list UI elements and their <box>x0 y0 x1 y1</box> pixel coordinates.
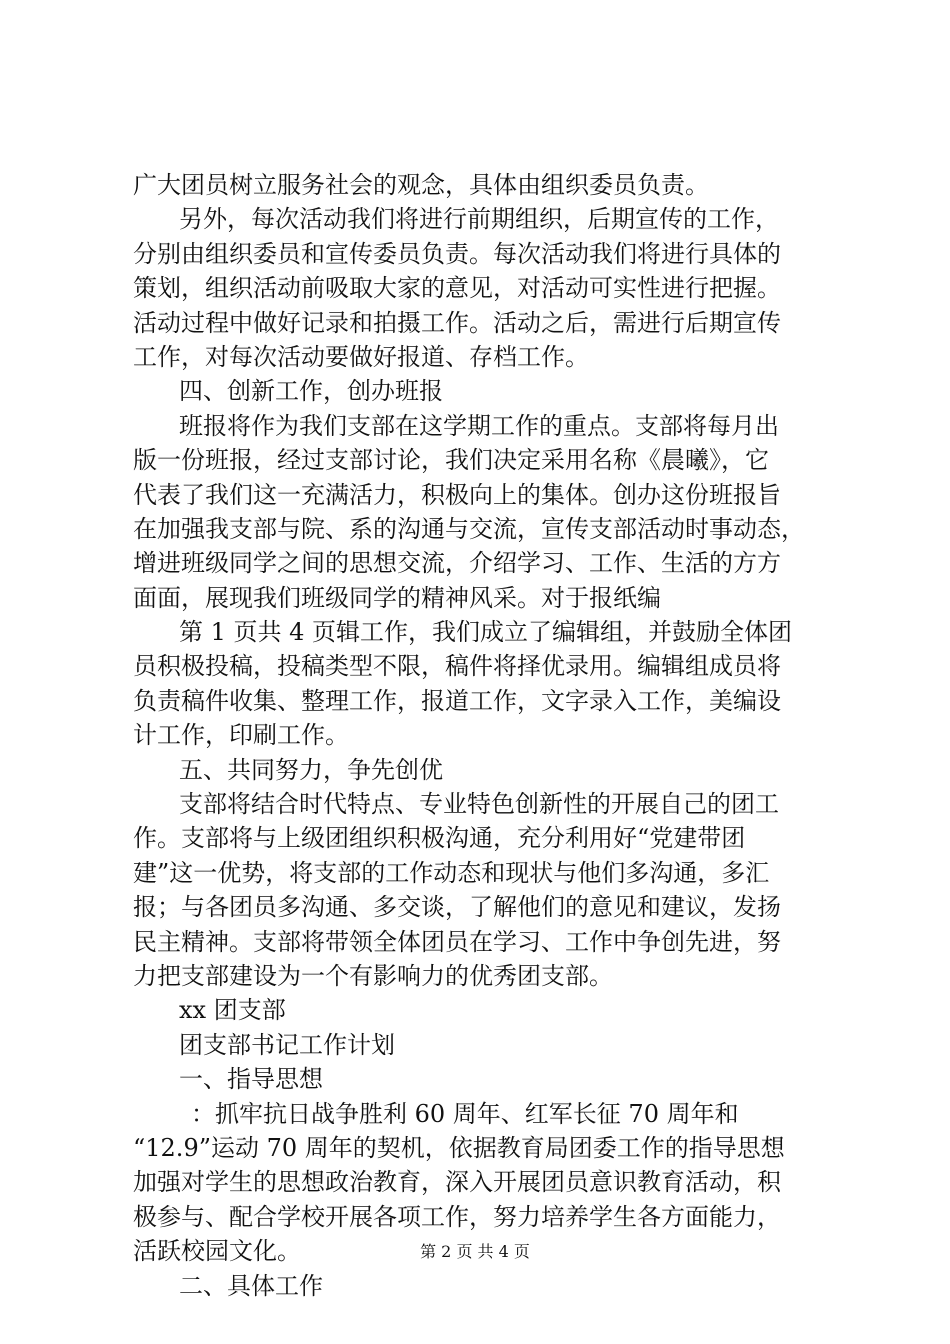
text-line: 另外，每次活动我们将进行前期组织，后期宣传的工作， <box>179 205 779 234</box>
text-line: 班报将作为我们支部在这学期工作的重点。支部将每月出 <box>179 411 779 440</box>
text-line: 工作，对每次活动要做好报道、存档工作。 <box>133 342 589 371</box>
text-line: 一、指导思想 <box>179 1065 323 1094</box>
text-line: 代表了我们这一充满活力，积极向上的集体。创办这份班报旨 <box>133 480 781 509</box>
text-line: 二、具体工作 <box>179 1271 323 1300</box>
text-line: 员积极投稿，投稿类型不限，稿件将择优录用。编辑组成员将 <box>133 652 781 681</box>
page-footer: 第 2 页 共 4 页 <box>420 1242 530 1261</box>
text-line: 极参与、配合学校开展各项工作，努力培养学生各方面能力， <box>133 1202 781 1231</box>
document-body <box>133 168 833 1303</box>
text-line: 建”这一优势，将支部的工作动态和现状与他们多沟通，多汇 <box>133 858 770 887</box>
text-line: 负责稿件收集、整理工作，报道工作，文字录入工作，美编设 <box>133 686 781 715</box>
text-line: 支部将结合时代特点、专业特色创新性的开展自己的团工 <box>179 790 779 819</box>
text-line: 广大团员树立服务社会的观念，具体由组织委员负责。 <box>133 171 709 199</box>
text-line: 策划，组织活动前吸取大家的意见，对活动可实性进行把握。 <box>133 274 781 303</box>
text-line: 分别由组织委员和宣传委员负责。每次活动我们将进行具体的 <box>133 239 781 268</box>
text-line: 计工作，印刷工作。 <box>133 721 349 750</box>
text-line: 四、创新工作，创办班报 <box>179 377 443 406</box>
text-line: ：抓牢抗日战争胜利 60 周年、红军长征 70 周年和 <box>191 1099 739 1128</box>
text-line: 报；与各团员多沟通、多交谈，了解他们的意见和建议，发扬 <box>133 893 781 922</box>
text-line: 增进班级同学之间的思想交流，介绍学习、工作、生活的方方 <box>133 549 781 578</box>
text-line: “12.9”运动 70 周年的契机，依据教育局团委工作的指导思想 <box>133 1133 785 1162</box>
text-line: 五、共同努力，争先创优 <box>179 755 443 784</box>
text-line: xx 团支部 <box>179 996 286 1025</box>
text-line: 版一份班报，经过支部讨论，我们决定采用名称《晨曦》，它 <box>133 446 769 475</box>
text-line: 加强对学生的思想政治教育，深入开展团员意识教育活动，积 <box>133 1168 781 1197</box>
text-line: 在加强我支部与院、系的沟通与交流，宣传支部活动时事动态， <box>133 514 805 543</box>
text-line: 活跃校园文化。 <box>133 1237 301 1266</box>
text-line: 面面，展现我们班级同学的精神风采。对于报纸编 <box>133 583 661 612</box>
text-line: 力把支部建设为一个有影响力的优秀团支部。 <box>133 961 613 990</box>
text-line: 作。支部将与上级团组织积极沟通，充分利用好“党建带团 <box>133 824 746 853</box>
text-line: 第 1 页共 4 页辑工作，我们成立了编辑组，并鼓励全体团 <box>179 618 793 647</box>
text-line: 活动过程中做好记录和拍摄工作。活动之后，需进行后期宣传 <box>133 308 781 337</box>
text-line: 民主精神。支部将带领全体团员在学习、工作中争创先进，努 <box>133 927 781 956</box>
text-line: 团支部书记工作计划 <box>179 1030 395 1059</box>
